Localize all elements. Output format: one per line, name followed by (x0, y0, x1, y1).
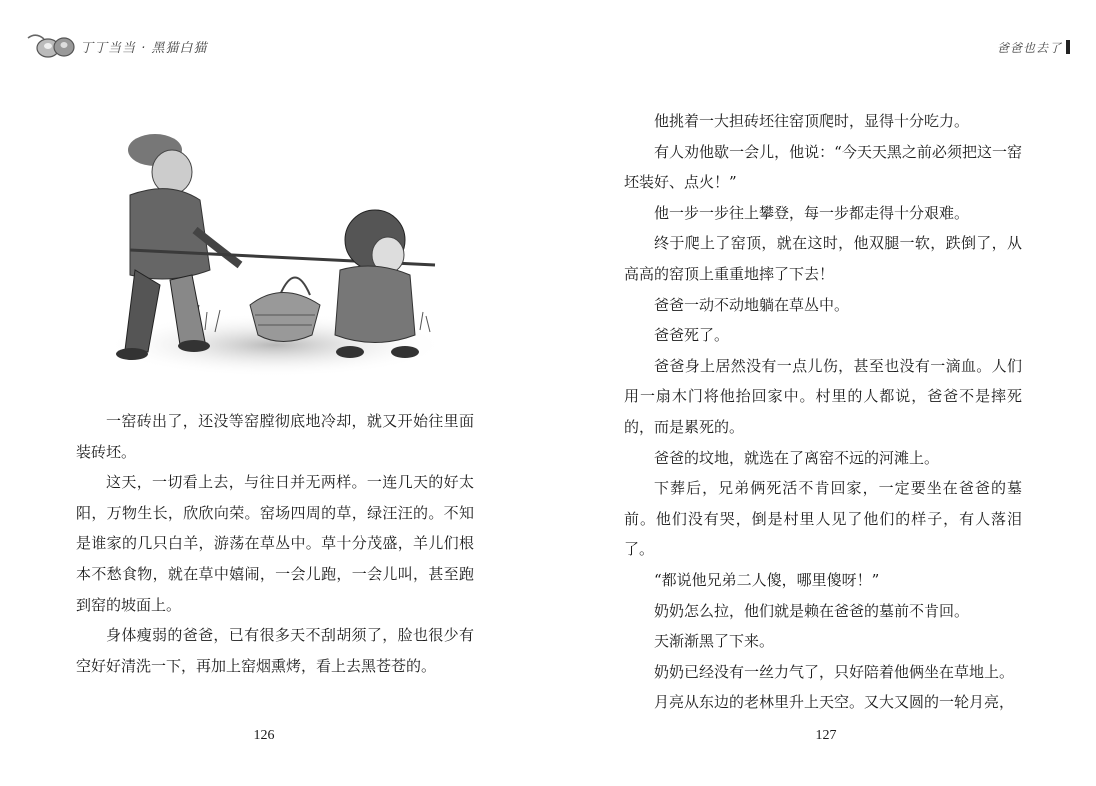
paragraph: 天渐渐黑了下来。 (654, 632, 775, 651)
chapter-bar-marker (1066, 40, 1070, 54)
paragraph: 爸爸身上居然没有一点儿伤，甚至也没有一滴血。人们用一扇木门将他抬回家中。村里的人都说，爸爸不是摔死的，而是累死的。 (624, 356, 1022, 436)
left-page-text (76, 406, 474, 681)
paragraph: 奶奶怎么拉，他们就是赖在爸爸的墓前不肯回。 (654, 601, 970, 620)
paragraph: 终于爬上了窑顶，就在这时，他双腿一软，跌倒了，从高高的窑顶上重重地摔了下去！ (624, 234, 1022, 283)
paragraph: 奶奶已经没有一丝力气了，只好陪着他俩坐在草地上。 (654, 662, 1015, 681)
right-page-text (624, 106, 1022, 718)
paragraph: 下葬后，兄弟俩死活不肯回家，一定要坐在爸爸的墓前。他们没有哭，倒是村里人见了他们的样子，有人落泪了。 (624, 479, 1022, 559)
paragraph: 他一步一步往上攀登，每一步都走得十分艰难。 (654, 203, 970, 222)
paragraph: 爸爸死了。 (654, 326, 730, 345)
paragraph: 一窑砖出了，还没等窑膛彻底地冷却，就又开始往里面装砖坯。 (76, 412, 474, 461)
younger-boy-figure (335, 210, 419, 358)
chapter-title: 爸爸也去了 (996, 41, 1062, 55)
series-title: 丁丁当当 · 黑猫白猫 (80, 41, 208, 56)
basket-figure (250, 278, 320, 342)
paragraph: “都说他兄弟二人傻，哪里傻呀！” (654, 570, 880, 589)
paragraph: 有人劝他歇一会儿，他说：“今天天黑之前必须把这一窑坯装好、点火！” (624, 142, 1022, 192)
gourd-logo-icon (26, 30, 78, 60)
right-page (548, 0, 1096, 786)
paragraph: 这天，一切看上去，与往日并无两样。一连几天的好太阳，万物生长，欣欣向荣。窑场四周的草，绿汪汪的。不知是谁家的几只白羊，游荡在草丛中。草十分茂盛，羊儿们根本不愁食物，就在草中嬉闹，一会儿跑，一会儿叫，甚至跑到窑的坡面上。 (76, 473, 474, 614)
page-number: 127 (815, 728, 837, 743)
boys-carrying-basket-illustration (100, 110, 450, 380)
paragraph: 他挑着一大担砖坯往窑顶爬时，显得十分吃力。 (654, 112, 970, 130)
paragraph: 月亮从东边的老林里升上天空。又大又圆的一轮月亮， (654, 693, 1015, 712)
paragraph: 爸爸一动不动地躺在草丛中。 (654, 295, 850, 314)
page-number: 126 (253, 728, 275, 743)
paragraph: 身体瘦弱的爸爸，已有很多天不刮胡须了，脸也很少有空好好清洗一下，再加上窑烟熏烤，看上去黑苍苍的。 (76, 626, 474, 675)
paragraph: 爸爸的坟地，就选在了离窑不远的河滩上。 (654, 448, 940, 467)
